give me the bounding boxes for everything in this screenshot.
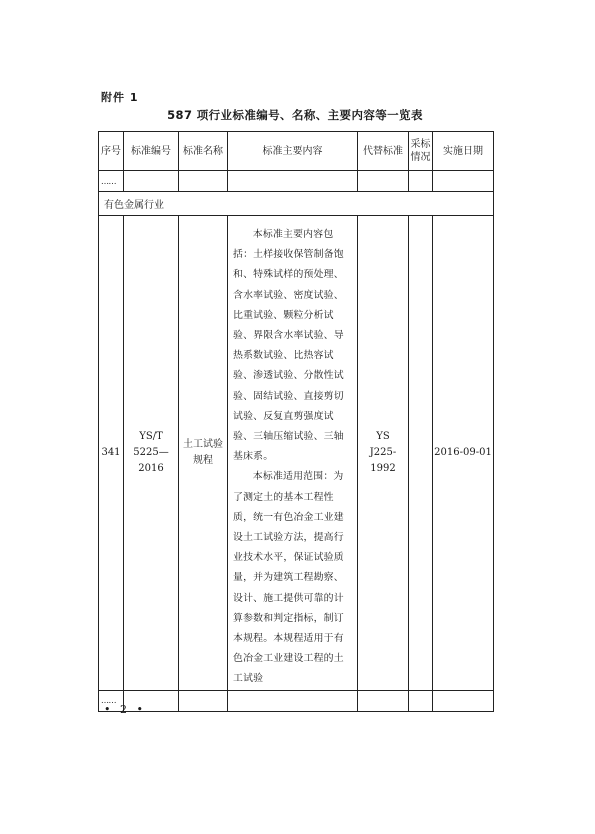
industry-row — [99, 192, 494, 216]
row-replaced — [358, 216, 409, 691]
empty-cell — [179, 171, 228, 192]
header-row — [99, 132, 494, 171]
header-code: 标准编号 — [124, 132, 179, 171]
row-replaced-line2: J225-1992 — [369, 446, 397, 474]
header-content: 标准主要内容 — [228, 132, 358, 171]
attachment-label: 附件 1 — [101, 91, 139, 104]
header-replaced: 代替标准 — [358, 132, 409, 171]
row-adoption — [409, 216, 433, 691]
row-content-paragraph-1: 本标准主要内容包括：土样接收保管制备饱和、特殊试样的预处理、含水率试验、密度试验、比重试验、颗粒分析试验、界限含水率试验、导热系数试验、比热容试验、渗透试验、分散性试验、固结试验、直接剪切试验、反复直剪强度试验、三轴压缩试验、三轴基床系。 — [233, 229, 344, 463]
row-code-line1: YS/T — [139, 430, 163, 442]
empty-cell — [409, 690, 433, 711]
empty-cell — [433, 690, 494, 711]
ellipsis-row-bottom — [99, 690, 494, 711]
standards-table — [98, 131, 494, 712]
row-content-paragraph-2: 本标准适用范围：为了测定土的基本工程性质，统一有色冶金工业建设土工试验方法，提高行业技术水平，保证试验质量，并为建筑工程勘察、设计、施工提供可靠的计算参数和判定指标，制订本规程。本规程适用于有色冶金工业建设工程的土工试验 — [233, 471, 344, 685]
row-code-line2: 5225—2016 — [133, 446, 169, 474]
empty-cell — [124, 171, 179, 192]
header-seq: 序号 — [99, 132, 124, 171]
row-seq: 341 — [99, 216, 124, 691]
row-content — [228, 216, 358, 691]
row-replaced-line1: YS — [376, 430, 390, 442]
ellipsis-cell: …… — [99, 690, 124, 711]
industry-label: 有色金属行业 — [99, 192, 494, 216]
header-date: 实施日期 — [433, 132, 494, 171]
row-name: 土工试验规程 — [179, 216, 228, 691]
ellipsis-cell: …… — [99, 171, 124, 192]
empty-cell — [358, 690, 409, 711]
empty-cell — [409, 171, 433, 192]
empty-cell — [228, 690, 358, 711]
empty-cell — [179, 690, 228, 711]
header-adoption: 采标情况 — [409, 132, 433, 171]
empty-cell — [358, 171, 409, 192]
row-code — [124, 216, 179, 691]
row-date: 2016-09-01 — [433, 216, 494, 691]
ellipsis-row-top — [99, 171, 494, 192]
empty-cell — [228, 171, 358, 192]
table-row — [99, 216, 494, 691]
header-name: 标准名称 — [179, 132, 228, 171]
table-title: 587 项行业标准编号、名称、主要内容等一览表 — [167, 108, 423, 122]
empty-cell — [433, 171, 494, 192]
page-number: • 2 • — [104, 703, 146, 716]
